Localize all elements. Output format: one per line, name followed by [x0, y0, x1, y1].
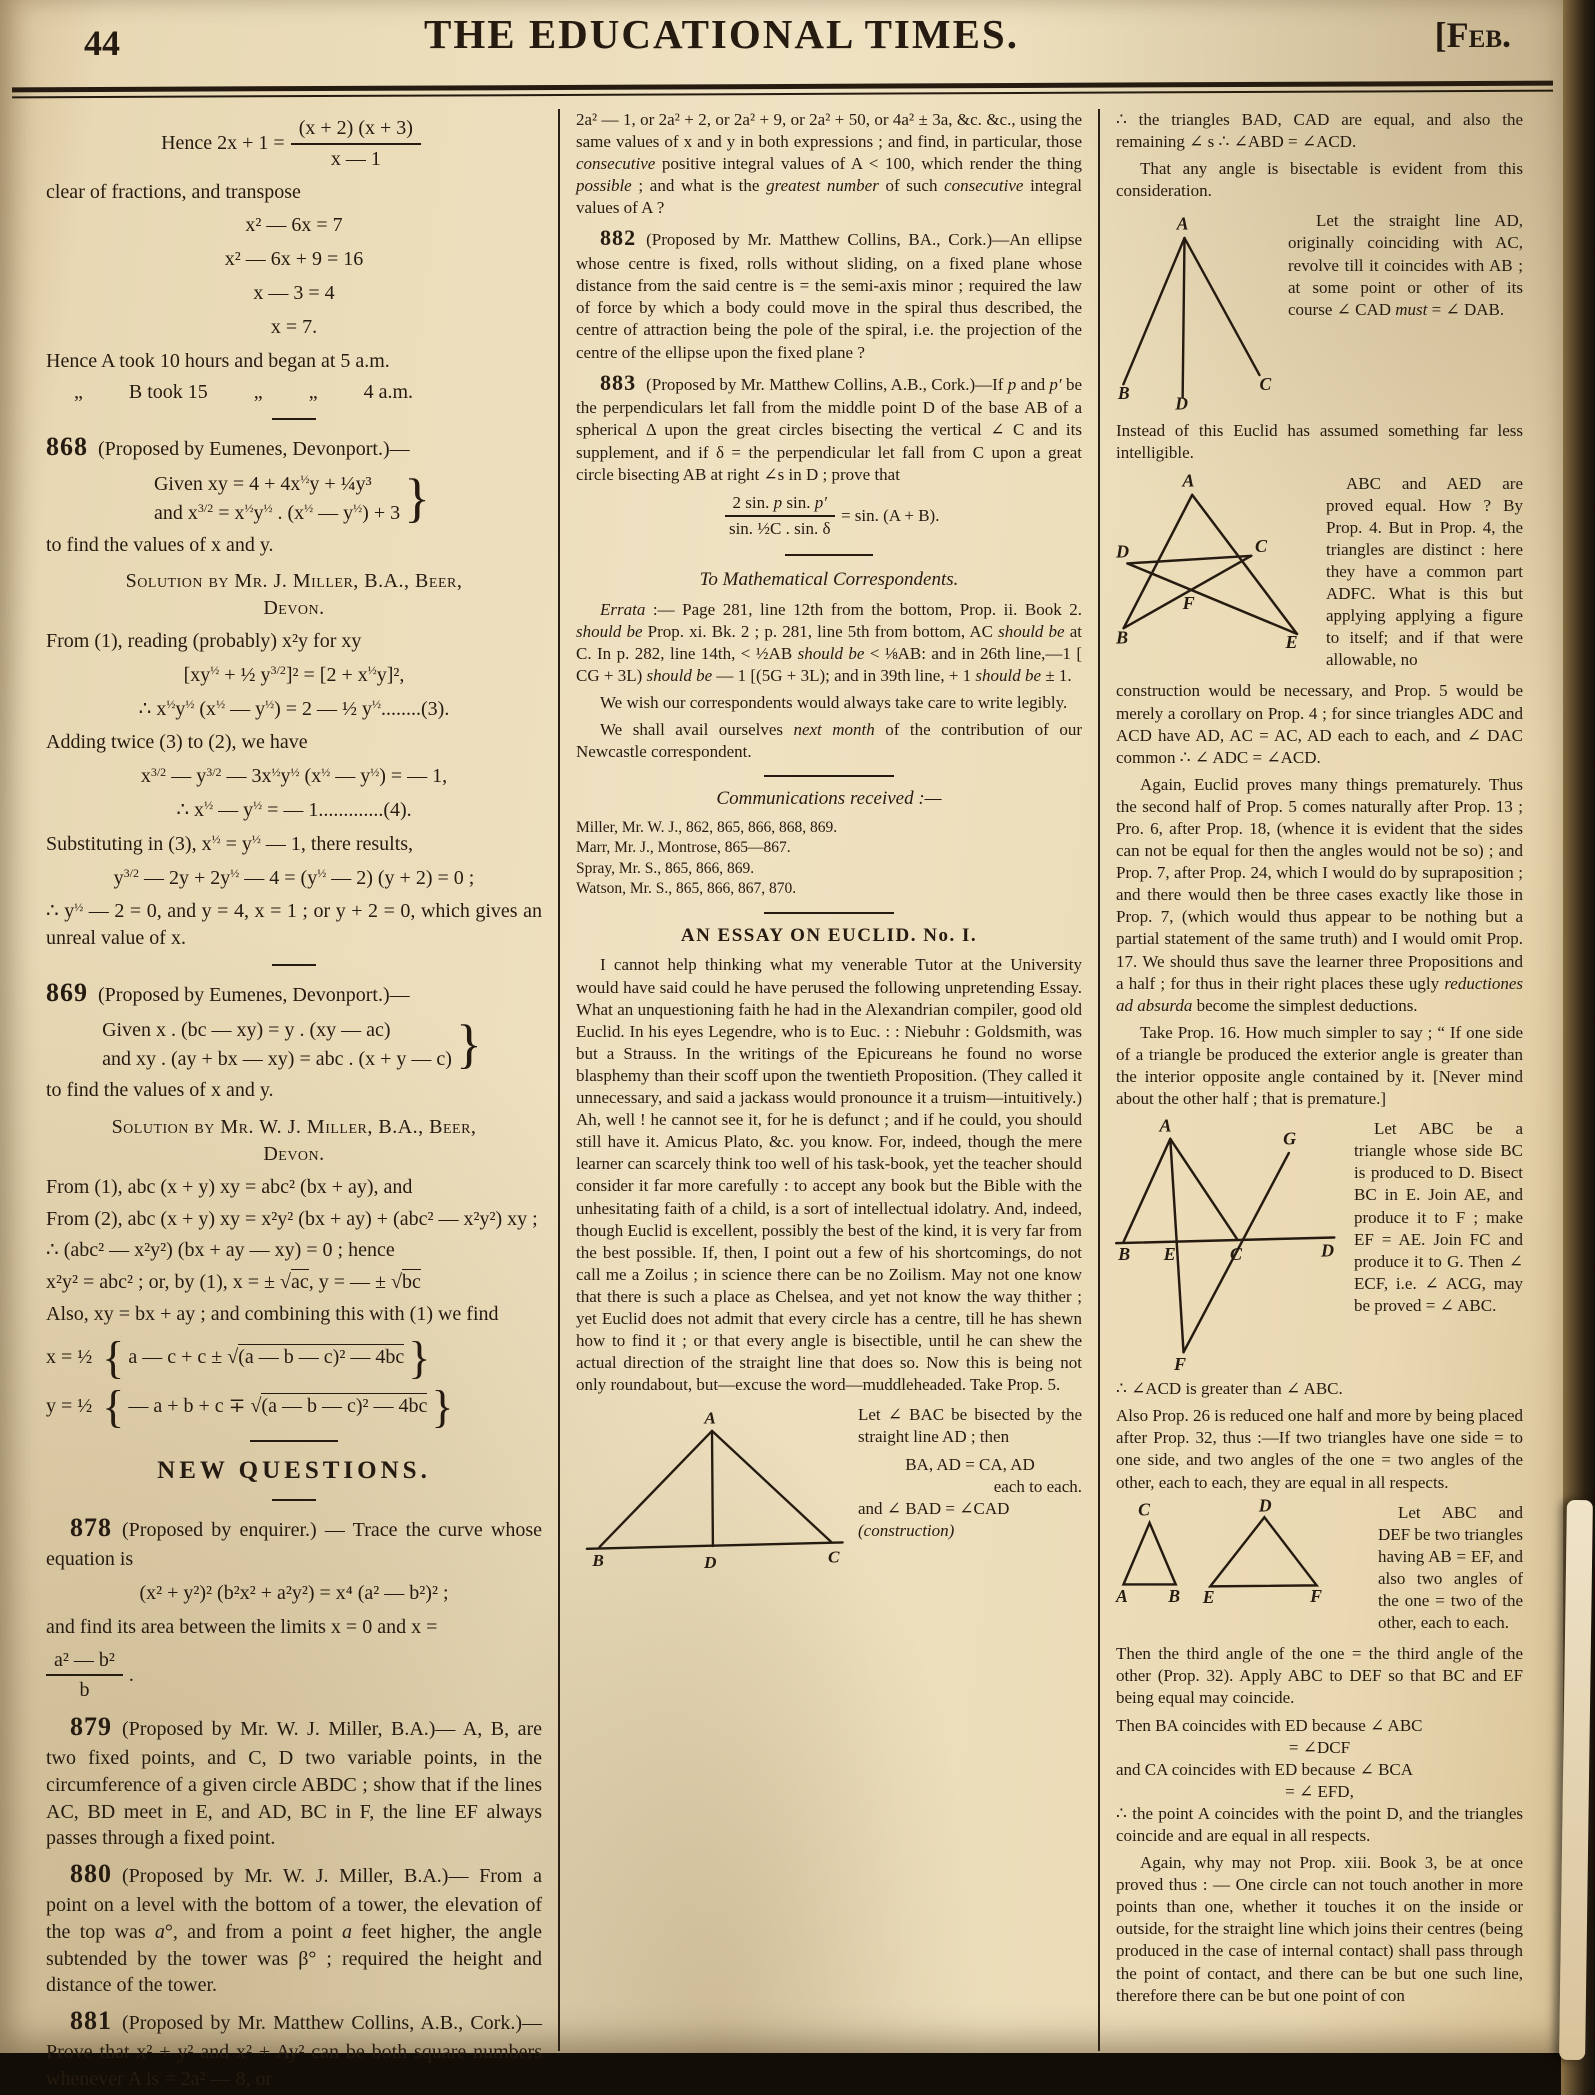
equation-x [46, 1331, 542, 1383]
fraction-denominator: x — 1 [330, 147, 381, 170]
figure-caption-block [1378, 1502, 1523, 1640]
text-line: each to each. [993, 1476, 1082, 1496]
column-middle [560, 109, 1100, 2051]
ditto-row [46, 379, 542, 406]
vertex-label-b: B [1116, 626, 1129, 647]
equation: = ∠DCF [1288, 1737, 1351, 1757]
equation: x = 7. [270, 315, 318, 338]
equation-body: — a + b + c ∓ √(a — b — c)² — 4bc [128, 1394, 428, 1417]
text-line: ∴ $y^{\frac{1}{2}}$ — 2 = 0, and y = 4, x = 1 ; or y + 2 = 0, which gives an unreal value of x. [46, 899, 542, 950]
problem-body: (Proposed by Mr. Matthew Collins, BA., Cork.)—An ellipse whose centre is fixed, rolls without sliding, on a fixed plane whose distance from the said centre is = the semi-axis minor ; required the law of force by which a body could move in the spiral thus described, the centre of attraction being the pole of the spiral, i.e. the projection of the centre of the ellipse upon the fixed plane ? [576, 230, 1082, 362]
brace: { [102, 1331, 125, 1383]
fraction [291, 115, 421, 173]
list-item: Spray, Mr. S., 865, 866, 869. [576, 859, 755, 877]
problem-868-system [46, 467, 542, 528]
section-rule [250, 1440, 338, 1442]
figure-caption-block [858, 1404, 1082, 1542]
communications-heading: Communications received :— [716, 788, 942, 810]
ditto-mark: „ [308, 381, 318, 404]
solution-byline [46, 1114, 542, 1168]
problem-869-heading [46, 976, 542, 1011]
problem-number: 881 [70, 2006, 112, 2036]
text-paragraph: We shall avail ourselves next month of the contribution of our Newcastle correspondent. [576, 720, 1082, 762]
figure-common-part [1116, 469, 1523, 677]
text-paragraph: Again, Euclid proves many things prematurely. Thus the second half of Prop. 5 comes naturally after Prop. 13 ; Pro. 6, after Prop. 18, (whence it is evident that the sides can not be equal for then the angles would not be so) ; and Prop. 7, after Prop. 24, which I would do by supraposition ; and there would then be three cases exactly like those in Prop. 7, (which would thus appear to be nothing but a partial statement of the same truth) and I would omit Prop. 17. We should thus save the learner three Propositions and a half ; for thus in their right places these ugly reductiones ad absurda become the simplest deductions. [1116, 774, 1523, 1015]
vertex-label-b: B [1118, 1244, 1131, 1265]
vertex-label-f: F [1174, 1354, 1187, 1375]
brace: { [102, 1380, 125, 1432]
problem-878 [46, 1511, 542, 1573]
text-paragraph: Let ABC and DEF be two triangles having AB = EF, and also two angles of the one = two of the other, each to each. [1378, 1502, 1523, 1633]
problem-number: 869 [46, 977, 88, 1007]
figure-lines [587, 1431, 843, 1549]
problem-number: 878 [70, 1513, 112, 1543]
vertex-label-d: D [1321, 1240, 1335, 1261]
list-item: Miller, Mr. W. J., 862, 865, 866, 868, 869. [576, 818, 838, 836]
construction-note: (construction) [858, 1520, 955, 1540]
equation: = ∠ EFD, [1285, 1781, 1354, 1801]
vertex-label-a: A [1176, 214, 1189, 235]
brace: } [404, 467, 431, 528]
list-item: Marr, Mr. J., Montrose, 865—867. [576, 839, 791, 857]
vertex-label-f: F [1310, 1585, 1322, 1606]
vertex-label-d: D [1258, 1495, 1272, 1516]
vertex-label-a: A [1159, 1115, 1172, 1136]
system-lines [102, 1016, 452, 1074]
text-line: Adding twice (3) to (2), we have [46, 731, 308, 754]
text-line: From (2), abc (x + y) xy = x²y² (bx + ay) + (abc² — x²y²) xy ; [46, 1207, 538, 1230]
problem-number: 882 [600, 225, 637, 251]
vertex-label-c: C [828, 1547, 840, 1567]
equation-lead: x = ½ [46, 1345, 93, 1368]
vertex-label-f: F [1182, 592, 1195, 613]
figure-caption-block [1354, 1118, 1523, 1322]
equation: ∴ $x^{\frac{1}{2}}y^{\frac{1}{2}}$ ($x^{\frac{1}{2}}$ — $y^{\frac{1}{2}}) = 2$ — ½ $y^{\frac{1}{2}}........(3)$. [138, 696, 450, 720]
section-rule [764, 775, 894, 777]
text-line: From (1), reading (probably) x²y for xy [46, 629, 362, 652]
two-triangles-diagram [1116, 1495, 1368, 1610]
equation: and ∠ BAD = ∠CAD [858, 1498, 1010, 1518]
section-rule [272, 1499, 316, 1501]
text-paragraph: Let the straight line AD, originally coinciding with AC, revolve till it coincides with AB ; at some point or other of its course ∠ CAD must = ∠ DAB. [1288, 211, 1523, 319]
text-paragraph: Let ABC be a triangle whose side BC is produced to D. Bisect BC in E. Join AE, and produce it to F ; make EF = AE. Join FC and produce it to G. Then ∠ ECF, i.e. ∠ ACG, may be proved = ∠ ABC. [1354, 1119, 1523, 1315]
triangle-diagram-prop5 [576, 1404, 848, 1582]
figure-lines [1124, 494, 1297, 633]
vertex-label-g: G [1283, 1128, 1297, 1149]
problem-number: 879 [70, 1712, 112, 1742]
vertex-label-b: B [1117, 383, 1130, 404]
equation: x² — 6x = 7 [245, 214, 343, 237]
text-line: Let ∠ BAC be bisected by the straight line AD ; then [858, 1405, 1082, 1447]
problem-883 [576, 369, 1082, 486]
columns [0, 95, 1563, 2090]
equation-limit [46, 1647, 542, 1705]
solution-byline [46, 568, 542, 622]
byline-line: Solution by Mr. J. Miller, B.A., Beer, [125, 570, 463, 593]
problem-879 [46, 1710, 542, 1852]
column-left [46, 109, 560, 2090]
byline-line: Solution by Mr. W. J. Miller, B.A., Beer, [111, 1116, 477, 1139]
vertex-label-a: A [1182, 469, 1195, 490]
problem-title: (Proposed by enquirer.) — Trace the curve whose equation is [46, 1519, 542, 1571]
problem-881 [46, 2004, 542, 2092]
equation: ∴ $x^{\frac{1}{2}}$ — $y^{\frac{1}{2}}$ = — 1.............(4). [176, 798, 412, 821]
list-item: Watson, Mr. S., 865, 866, 867, 870. [576, 880, 797, 898]
figure-two-triangles [1116, 1495, 1523, 1640]
period: . [128, 1664, 134, 1687]
fraction-numerator: 2 sin. p sin. p′ [725, 492, 835, 517]
system-lines [154, 470, 400, 528]
figure-exterior-angle [1116, 1115, 1523, 1375]
fraction [725, 492, 835, 540]
figure-caption-block [1326, 473, 1523, 677]
masthead [0, 0, 1563, 84]
equation-883 [576, 492, 1082, 540]
fraction-numerator: (x + 2) (x + 3) [291, 115, 421, 145]
text-line: Then BA coincides with ED because ∠ ABC [1116, 1715, 1423, 1735]
text-paragraph: ∴ the triangles BAD, CAD are equal, and also the remaining ∠ s ∴ ∠ABD = ∠ACD. [1116, 110, 1523, 152]
angle-diagram [1116, 210, 1278, 416]
problem-881-continuation: 2a² — 1, or 2a² + 2, or 2a² + 9, or 2a² + 50, or 4a² ± 3a, &c. &c., using the same values of x and y in both expressions ; and find, in particular, those consecutive positive integral values of A < 100, which render the thing possible ; and what is the greatest number of such consecutive integral values of A ? [576, 110, 1082, 218]
fraction-denominator: b [79, 1679, 90, 1702]
problem-title: (Proposed by Mr. Matthew Collins, A.B., Cork.)— [122, 2012, 542, 2035]
equation-hence [46, 115, 542, 173]
text: 4 a.m. [363, 381, 414, 404]
text-paragraph: We wish our correspondents would always take care to write legibly. [600, 693, 1068, 712]
ditto-mark: „ [253, 381, 263, 404]
vertex-label-d: D [1116, 541, 1130, 562]
vertex-label-b: B [1168, 1585, 1181, 1606]
text: B took 15 [128, 381, 208, 404]
equation: BA, AD = CA, AD [905, 1454, 1035, 1474]
problem-869-system [46, 1013, 542, 1074]
section-rule [272, 418, 316, 420]
problem-number: 868 [46, 432, 88, 462]
vertex-label-e: E [1202, 1586, 1215, 1607]
text-paragraph: ∴ the point A coincides with the point D, and the triangles coincide and are equal in all respects. [1116, 1803, 1523, 1845]
equation: $y^{3/2}$ — $2y + 2y^{\frac{1}{2}}$ — $4 = (y^{\frac{1}{2}}$ — 2) (y + 2) = 0 ; [113, 865, 475, 889]
equation-lead: y = ½ [46, 1394, 93, 1417]
equation: x² — 6x + 9 = 16 [224, 248, 364, 271]
page-number: 44 [84, 23, 120, 63]
vertex-label-a: A [704, 1408, 716, 1428]
equation-body: a — c + c ± √(a — b — c)² — 4bc [128, 1345, 405, 1368]
correspondents-heading: To Mathematical Correspondents. [699, 568, 959, 590]
text-paragraph: Instead of this Euclid has assumed something far less intelligible. [1116, 421, 1523, 463]
problem-882 [576, 224, 1082, 363]
fraction [46, 1647, 123, 1705]
ditto-mark: „ [74, 381, 83, 404]
problem-number: 883 [600, 369, 637, 395]
exterior-angle-diagram [1116, 1115, 1344, 1375]
equation: Given xy = $4 + 4x^{\frac{1}{2}}y$ + ¼y³ [153, 472, 372, 495]
text-paragraph: Take Prop. 16. How much simpler to say ; “ If one side of a triangle be produced the exterior angle is greater than the interior opposite angle contained by it. [Never mind about the other half ; that is premature.] [1116, 1022, 1523, 1109]
fraction-numerator: a² — b² [46, 1647, 123, 1677]
problem-title: (Proposed by Eumenes, Devonport.)— [98, 983, 410, 1006]
brace: } [455, 1013, 482, 1074]
fraction-denominator: sin. ½C . sin. δ [728, 518, 831, 538]
column-right [1100, 109, 1545, 2051]
figure-lines [1123, 1517, 1316, 1586]
page-title: THE EDUCATIONAL TIMES. [424, 11, 1019, 57]
problem-880 [46, 1857, 542, 1999]
vertex-label-c: C [1138, 1499, 1150, 1520]
section-rule [272, 964, 316, 966]
byline-line: Devon. [263, 597, 325, 620]
problem-868-heading [46, 430, 542, 465]
text-line: and CA coincides with ED because ∠ BCA [1116, 1759, 1414, 1779]
communications-list [576, 818, 1082, 900]
equation: x²y² = abc² ; or, by (1), x = ± √ac, y = — ± √bc [46, 1271, 421, 1294]
essay-heading: AN ESSAY ON EUCLID. No. I. [680, 924, 978, 946]
text-paragraph: construction would be necessary, and Prop. 5 would be merely a corollary on Prop. 4 ; for since triangles ADC and ACD have AD, AC = AC, AD each to each, and ∠ DAC common ∴ ∠ ADC = ∠ACD. [1116, 681, 1523, 767]
text-line: Substituting in (3), $x^{\frac{1}{2}} = y^{\frac{1}{2}}$ — 1, there results, [46, 832, 414, 855]
problem-number: 880 [70, 1859, 112, 1889]
new-questions-heading: NEW QUESTIONS. [157, 1456, 431, 1484]
vertex-label-e: E [1163, 1244, 1176, 1265]
text-paragraph: ABC and AED are proved equal. How ? By Prop. 4. But in Prop. 4, the triangles are distinct : here they have a common part ADFC. What is this but applying applying a figure to itself; and if that were allowable, no [1326, 473, 1523, 670]
brace: } [408, 1331, 431, 1383]
text-line: to find the values of x and y. [46, 1079, 274, 1102]
section-rule [785, 554, 873, 556]
vertex-label-d: D [703, 1553, 717, 1573]
vertex-label-c: C [1255, 535, 1268, 556]
text-paragraph: Also Prop. 26 is reduced one half and more by being placed after Prop. 32, thus :—If two triangles have one side = to one side, and two angles of the one = two angles of the other, each to each, they are equal in all respects. [1116, 1406, 1523, 1492]
problem-body: A, B, are two fixed points, and C, D two variable points, in the circumference of a given circle ABDC ; show that if the lines AC, BD meet in E, and AD, BC in F, the line EF always passes through a fixed point. [46, 1718, 542, 1850]
equation: and xy . (ay + bx — xy) = abc . (x + y — c) [102, 1047, 452, 1070]
text-line: ∴ ∠ACD is greater than ∠ ABC. [1116, 1379, 1343, 1399]
triangles-diagram [1116, 469, 1316, 652]
equation: $x^{3/2}$ — $y^{3/2}$ — $3x^{\frac{1}{2}}y^{\frac{1}{2}}$ ($x^{\frac{1}{2}}$ — $y^{\frac{1}{2}}$) = — 1, [140, 764, 448, 788]
equation: x — 3 = 4 [253, 281, 335, 304]
byline-line: Devon. [263, 1142, 325, 1165]
figure-angle-bisect [1116, 210, 1523, 416]
issue-date: [Feb. [1434, 15, 1511, 55]
text-line: to find the values of x and y. [46, 533, 274, 556]
problem-title: (Proposed by Mr. W. J. Miller, B.A.)— [122, 1718, 456, 1741]
text-paragraph: That any angle is bisectable is evident from this consideration. [1116, 159, 1523, 201]
errata-paragraph: Errata :— Page 281, line 12th from the bottom, Prop. ii. Book 2. should be Prop. xi. Bk. 2 ; p. 281, line 5th from bottom, AC should be at C. In p. 282, line 14th, < ½AB should be < ⅛AB: and in 26th line,—1 [ CG + 3L) should be — 1 [(5G + 3L); and in 39th line, + 1 should be ± 1. [576, 599, 1083, 685]
vertex-label-c: C [1259, 374, 1272, 395]
vertex-label-b: B [592, 1551, 604, 1571]
figure-lines [1116, 1139, 1334, 1352]
equation-rhs: = sin. (A + B). [840, 505, 940, 525]
problem-title: (Proposed by Mr. W. J. Miller, B.A.)— [122, 1865, 469, 1888]
problem-body: (Proposed by Mr. Matthew Collins, A.B., Cork.)—If p and p′ be the perpendiculars let fall from the middle point D of the base AB of a spherical Δ upon the great circles bisecting the vertical ∠ C and its supplement, and if δ = the perpendicular let fall from C upon a great circle bisecting AB at right ∠s in D ; prove that [576, 374, 1082, 484]
problem-body: Prove that x² + y² and x² + Ay² can be both square numbers whenever A is = 2a² — 8, or [46, 2041, 542, 2090]
equation: ∴ (abc² — x²y²) (bx + ay — xy) = 0 ; hence [46, 1239, 395, 1262]
text-line: From (1), abc (x + y) xy = abc² (bx + ay), and [46, 1175, 413, 1198]
equation-lead: Hence 2x + 1 = [161, 132, 285, 155]
problem-title: (Proposed by Eumenes, Devonport.)— [98, 438, 410, 461]
text-paragraph: Then the third angle of the one = the third angle of the other (Prop. 32). Apply ABC to DEF so that BC and EF being equal may coincide. [1116, 1644, 1523, 1708]
text-paragraph: Again, why may not Prop. xiii. Book 3, be at once proved thus : — One circle can not touch another in more points than one, whether it touches it on the inside or outside, for the straight line which joins their centres (being produced in the case of internal contact) shall pass through the point of contact, and there can be but one such line, therefore there can be but one point of con [1116, 1853, 1523, 2005]
text-line: and find its area between the limits x = 0 and x = [46, 1615, 438, 1638]
figure-caption-block [1288, 210, 1523, 325]
equation: Given x . (bc — xy) = y . (xy — ac) [102, 1018, 391, 1041]
vertex-label-c: C [1230, 1244, 1243, 1265]
equation-y [46, 1380, 542, 1432]
text-line: clear of fractions, and transpose [46, 180, 301, 203]
essay-body: I cannot help thinking what my venerable Tutor at the University would have said could he have perused the following unpretending Essay. What an unquestioning faith he had in the Alexandrian compiler, good old Euclid. In his eyes Legendre, who is to Euc. : : Niebuhr : Goldsmith, was but a Strauss. In the writings of the Epicureans he found no worse blasphemy than their scoff upon the twentieth Proposition. (They called it unnecessary, and said a jackass would pronounce it a truism—intuitively.) Ah, well ! he cannot see it, for he is defunct ; and if he could, you should still have it. Amicus Plato, &c. you know. For, indeed, though the mere learner can scarcely think too well of his task-book, yet the teacher should consider it far more carefully : to accept any book but the Bible with the unhesitating faith of a child, is a sort of intellectual idolatry. And, indeed, though Euclid is excellent, possibly the best of the kind, it is very far from the best possible. If, then, I point out a few of his shortcomings, do not call me a Zoilus ; in science there can be no Zoilism. May not one know that there is such a place as Chelsea, and yet not know the way thither ; yet Euclid does not admit that every circle has a centre, till he has shewn how to find it ; or that every angle is bisectible, until he can shew the actual direction of the straight line that does so. Now this is being not only roundabout, but—excuse the word—muddleheaded. Take Prop. 5. [576, 955, 1082, 1395]
text-line: Also, xy = bx + ay ; and combining this with (1) we find [46, 1302, 499, 1325]
brace: } [431, 1380, 454, 1432]
equation: [$xy^{\frac{1}{2}}$ + ½ $y^{3/2}]^2 = [2 + x^{\frac{1}{2}}y]^2$, [183, 663, 405, 686]
vertex-label-a: A [1116, 1585, 1128, 1606]
coincide-statement [1116, 1715, 1523, 1803]
figure-prop5 [576, 1404, 1082, 1582]
vertex-label-d: D [1175, 393, 1188, 414]
figure-lines [1123, 238, 1259, 397]
equation: (x² + y²)² (b²x² + a²y²) = x⁴ (a² — b²)² ; [139, 1582, 449, 1605]
equation: and $x^{3/2} = x^{\frac{1}{2}}y^{\frac{1}{2}}$ . ($x^{\frac{1}{2}}$ — $y^{\frac{1}{2}}) + 3$ [153, 501, 401, 524]
text-line: Hence A took 10 hours and began at 5 a.m. [46, 349, 390, 372]
section-rule [764, 912, 894, 914]
problem-body: From a point on a level with the bottom of a tower, the elevation of the top was a°, and from a point a feet higher, the angle subtended by the tower was β° ; required the height and distance of the tower. [46, 1865, 543, 1997]
vertex-label-e: E [1285, 631, 1298, 652]
